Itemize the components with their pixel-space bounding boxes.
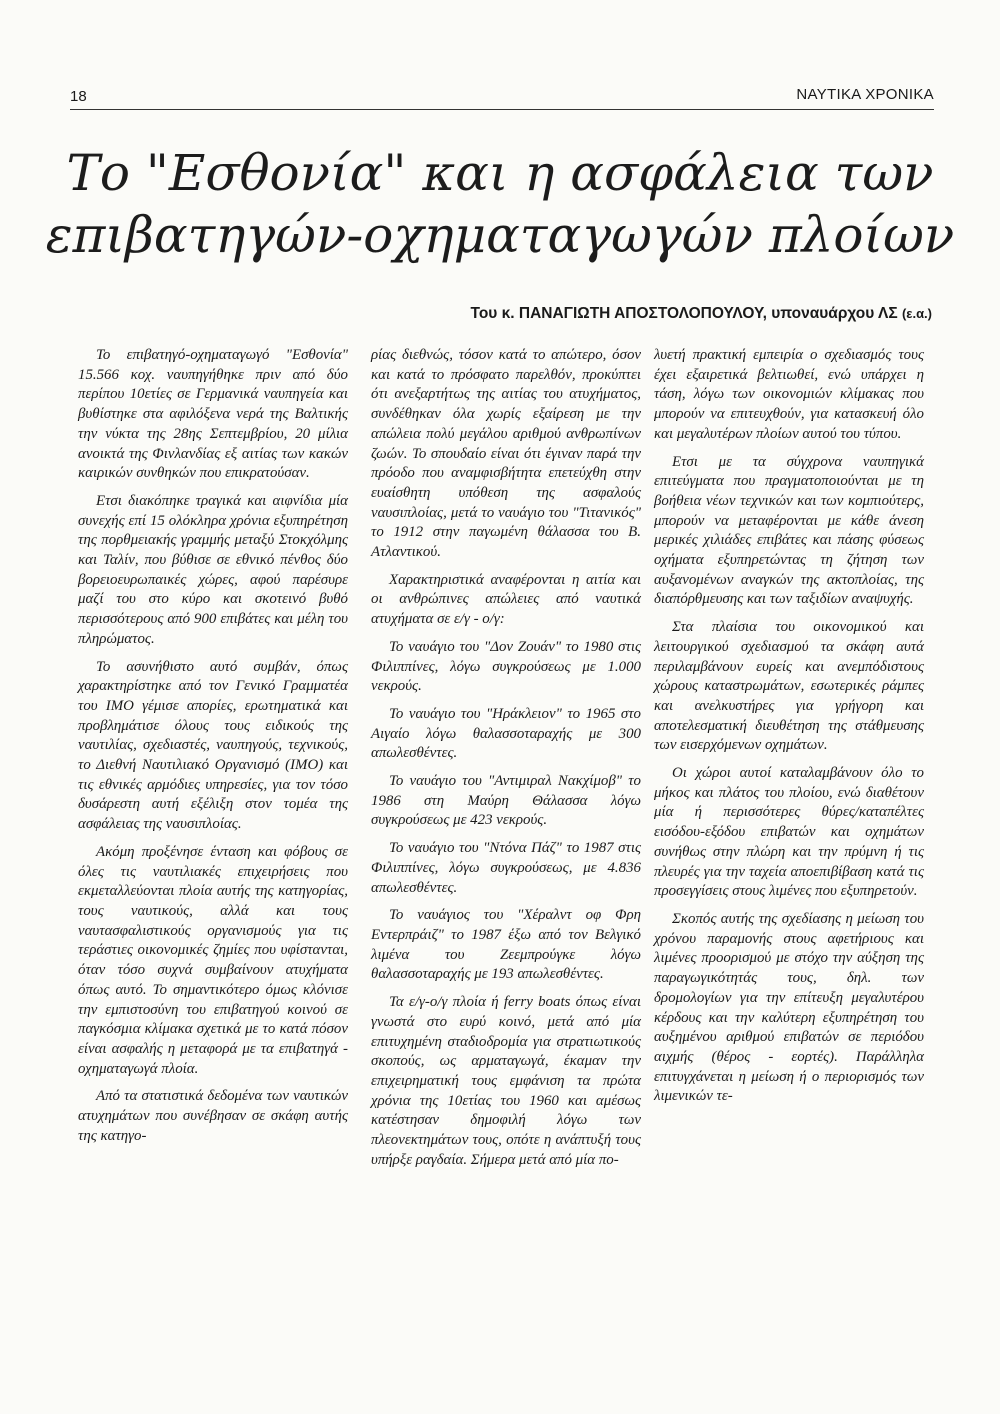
- paragraph: Τα ε/γ-ο/γ πλοία ή ferry boats όπως είναι γνωστά στο ευρύ κοινό, μετά από μία επιτυχημένη σταδιοδρομία για στρατιωτικούς σκοπούς, ως αρματαγωγά, έκαμαν την επιχειρηματική τους εμφάνιση τα πρώτα χρόνια της 10ετίας του 1960 και αμέσως κατέστησαν δημοφιλή λόγω των πλεονεκτημάτων τους, οπότε η ανάπτυξή τους υπήρξε ραγδαία. Σήμερα μετά από μία πο-: [371, 994, 641, 1168]
- page-number: 18: [70, 88, 87, 105]
- title-line-2: επιβατηγών-οχηματαγωγών πλοίων: [45, 206, 955, 264]
- paragraph: Χαρακτηριστικά αναφέρονται η αιτία και οι ανθρώπινες απώλειες από ναυτικά ατυχήματα σε ε/γ - ο/γ:: [371, 571, 641, 628]
- byline-author: Του κ. ΠΑΝΑΓΙΩΤΗ ΑΠΟΣΤΟΛΟΠΟΥΛΟΥ, υποναυάρχου ΛΣ: [470, 305, 898, 322]
- paragraph: Το ναυάγιο του "Αντιμιραλ Νακχίμοβ" το 1986 στη Μαύρη Θάλασσα λόγω συγκρούσεως με 423 νεκρούς.: [371, 773, 641, 829]
- paragraph: Το επιβατηγό-οχηματαγωγό "Εσθονία" 15.566 κοχ. ναυπηγήθηκε πριν από δύο περίπου 10ετίες σε Γερμανικά ναυπηγεία και βυθίστηκε στα αφιλόξενα νερά της Βαλτικής την νύκτα της 28ης Σεπτεμβρίου, 20 μίλια ανοικτά της Φινλανδίας εξ αιτίας των κακών καιρικών συνθηκών που επικρατούσαν.: [78, 347, 348, 482]
- paragraph: Το ναυάγιο του "Ντόνα Πάζ" το 1987 στις Φιλιππίνες, λόγω συγκρούσεως, με 4.836 απωλεσθέντες.: [371, 840, 641, 896]
- byline-suffix: (ε.α.): [901, 306, 932, 321]
- column-2: [371, 346, 641, 1178]
- paragraph: Το ναυάγιο του "Ηράκλειον" το 1965 στο Αιγαίο λόγω θαλασσοταραχής με 300 απωλεσθέντες.: [371, 705, 641, 762]
- title-line-1: Το "Εσθονία" και η ασφάλεια των: [66, 144, 934, 202]
- paragraph: Το ασυνήθιστο αυτό συμβάν, όπως χαρακτηρίστηκε από τον Γενικό Γραμματέα του ΙΜΟ γέμισε απορίες, ερωτηματικά και προβλημάτισε όλους τους ειδικούς της ναυτιλίας, σχεδιαστές, ναυπηγούς, τεχνικούς, το Διεθνή Ναυτιλιακό Οργανισμό (ΙΜΟ) και τις εθνικές αρμόδιες υπηρεσίες, για τον τόσο δυσάρεστη αυτή εξέλιξη στον τομέα της ασφάλειας της ναυσιπλοίας.: [78, 658, 348, 833]
- paragraph: Οι χώροι αυτοί καταλαμβάνουν όλο το μήκος και πλάτος του πλοίου, ενώ διαθέτουν μία ή περισσότερες θύρες/καταπέλτες εισόδου-εξόδου επιβατών και οχημάτων συνήθως στην πλώρη και την πρύμνη ή τις πλευρές για την ταχεία αποεπιβίβαση κατά τις προσεγγίσεις στους λιμένες που εξυπηρετούν.: [654, 765, 924, 900]
- paragraph: Ετσι διακόπηκε τραγικά και αιφνίδια μία συνεχής επί 15 ολόκληρα χρόνια εξυπηρέτηση της πορθμειακής γραμμής μεταξύ Στοκχόλμης και Ταλίν, που βύθισε σε εθνικό πένθος δύο βορειοευρωπαικές χώρες, αφού παρέσυρε μαζί του στο κύρο και σκοτεινό βυθό περισσότερους από 900 επιβάτες και μέλη του πληρώματος.: [78, 492, 348, 647]
- paragraph: λυετή πρακτική εμπειρία ο σχεδιασμός τους έχει εξαιρετικά βελτιωθεί, ενώ υπάρχει η τάση, λόγω των οικονομιών κλίμακας που μπορούν να επιτευχθούν, για κατασκευή όλο και μεγαλυτέρων πλοίων αυτού του τύπου.: [654, 347, 924, 442]
- paragraph: Το ναυάγιο του "Δον Ζουάν" το 1980 στις Φιλιππίνες, λόγω συγκρούσεως με 1.000 νεκρούς.: [371, 638, 641, 695]
- article-title: [40, 142, 960, 266]
- header-rule: [70, 109, 934, 110]
- paragraph: ρίας διεθνώς, τόσον κατά το απώτερο, όσον και κατά το πρόσφατο παρελθόν, προκύπτει ότι ανεξαρτήτως της αιτίας του ατυχήματος, συνδέθηκαν όλα χωρίς εξαίρεση με την απώλεια πολύ μεγάλου αριθμού ανθρωπίνων ζωών. Το σπουδαίο είναι ότι έγιναν παρά την πρόοδο που αναμφισβήτητα επετεύχθη στην ευαίσθητη υπόθεση της ασφαλούς ναυσιπλοίας, μετά το ναυάγιο του "Τιτανικός" το 1912 στην παγωμένη θάλασσα του Β. Ατλαντικού.: [371, 347, 641, 561]
- paragraph: Ακόμη προξένησε ένταση και φόβους σε όλες τις ναυτιλιακές επιχειρήσεις που εκμεταλλεύονται πλοία αυτής της κατηγορίας, τους ναυτικούς, αλλά και τους ναυτασφαλιστικούς οργανισμούς για τις τεράστιες οικονομικές ζημίες που υφίστανται, όταν τόσο συχνά συμβαίνουν ατυχήματα όπως αυτό. Το σημαντικότερο όμως κλόνισε την εμπιστοσύνη του επιβατηγού κοινού σε παγκόσμια κλίμακα σχετικά με το κατά πόσον είναι ασφαλής η μεταφορά με τα επιβατηγά - οχηματαγωγά πλοία.: [78, 843, 348, 1077]
- paragraph: Ετσι με τα σύγχρονα ναυπηγικά επιτεύγματα που πραγματοποιούνται με τη βοήθεια νέων τεχνικών και των κομπιούτερς, μπορούν να μεταφέρονται με κάθε άνεση μερικές χιλιάδες επιβάτες και πάσης φύσεως οχήματα εξυπηρετώντας τη ζήτηση των αυξανομένων αναγκών της ακτοπλοίας, της διαπόρθμευσης και των ταξιδίων αναψυχής.: [654, 453, 924, 608]
- column-1: [78, 346, 348, 1154]
- column-3: [654, 346, 924, 1115]
- paragraph: Το ναυάγιος του "Χέραλντ οφ Φρη Εντερπράιζ" το 1987 έξω από τον Βελγικό λιμένα του Ζεεμπρούγκε λόγω θαλασσοταραχής με 193 απωλεσθέντες.: [371, 907, 641, 983]
- paragraph: Στα πλαίσια του οικονομικού και λειτουργικού σχεδιασμού τα σκάφη αυτά περιλαμβάνουν ευρείς και ανεμπόδιστους χώρους καταστρωμάτων, εσωτερικές ράμπες και ανελκυστήρες για γρήγορη και αποτελεσματική διευθέτηση της στάθμευσης των εισερχόμενων οχημάτων.: [654, 619, 924, 754]
- paragraph: Σκοπός αυτής της σχεδίασης η μείωση του χρόνου παραμονής στους αφετήριους και λιμένες προορισμού με στόχο την αύξηση της παραγωγικότητάς τους, δηλ. των δρομολογίων για την επίτευξη μεγαλυτέρου κέρδους και την καλύτερη εξυπηρέτηση του αυξημένου αριθμού επιβατών σε περιόδου αιχμής (θέρος - εορτές). Παράλληλα επιτυγχάνεται η μείωση ή ο περιορισμός των λιμενικών τε-: [654, 910, 924, 1105]
- paragraph: Από τα στατιστικά δεδομένα των ναυτικών ατυχημάτων που συνέβησαν σε σκάφη αυτής της κατηγο-: [78, 1088, 348, 1144]
- byline: [471, 305, 932, 323]
- magazine-name: ΝΑΥΤΙΚΑ ΧΡΟΝΙΚΑ: [796, 86, 934, 103]
